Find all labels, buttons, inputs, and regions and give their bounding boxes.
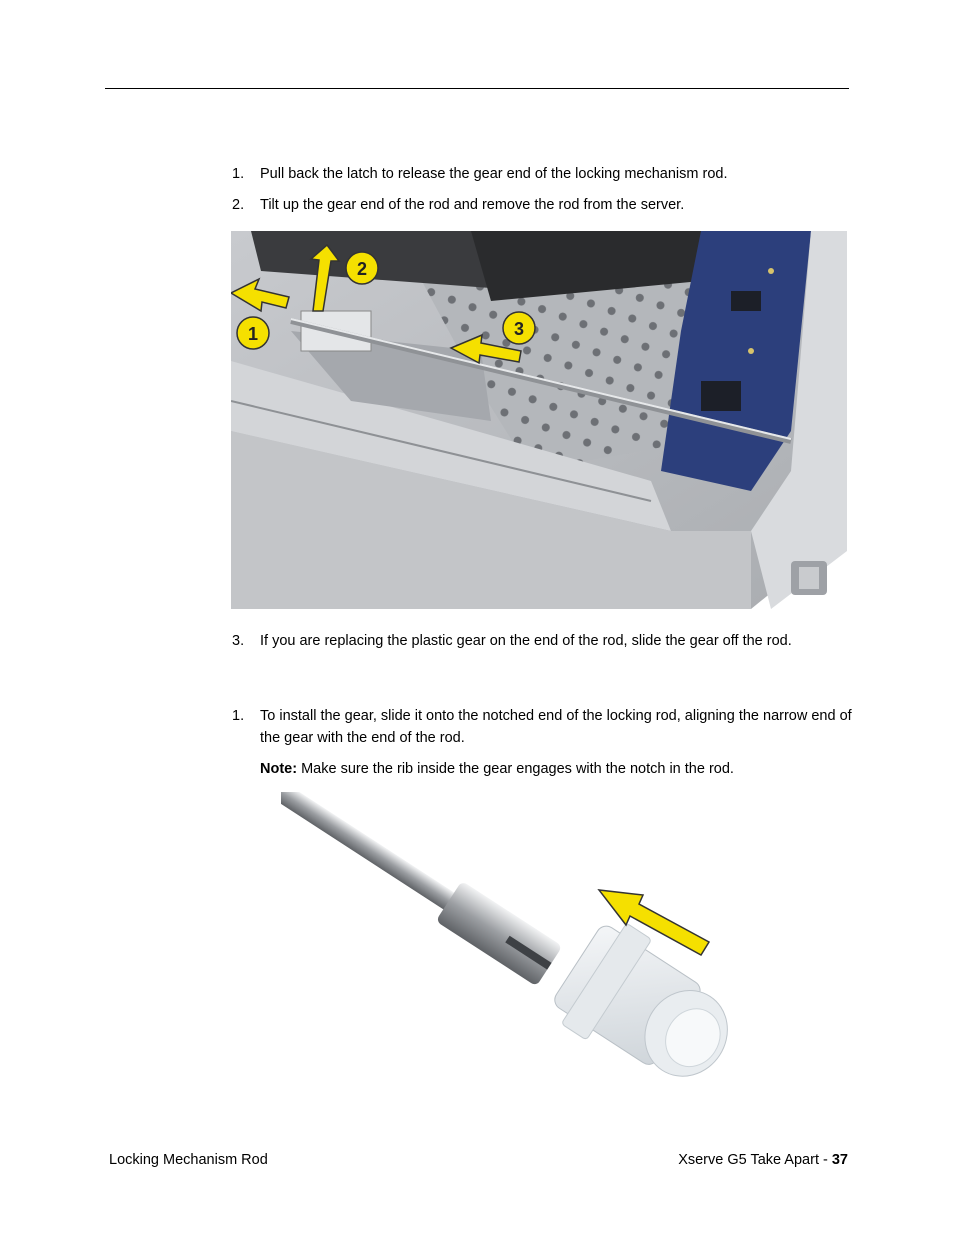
callout-3 [503,312,535,344]
gear-on-rod-photo [281,792,791,1104]
callout-1 [237,317,269,349]
svg-text:1: 1 [247,324,259,344]
footer-doc-title [678,1150,848,1170]
footer-doc-name: Xserve G5 Take Apart - [678,1152,832,1168]
note-label: Note: [260,761,298,777]
step-text: Tilt up the gear end of the rod and remove the rod from the server. [260,197,685,213]
header-rule [105,88,849,89]
step-number: 1. [232,708,245,724]
step-text: If you are replacing the plastic gear on the end of the rod, slide the gear off the rod. [260,633,792,649]
step-text: Pull back the latch to release the gear end of the locking mechanism rod. [260,166,728,182]
server-interior-photo [231,231,847,609]
note [260,758,850,780]
page-number: 37 [831,1152,848,1168]
step-number: 2. [232,197,245,213]
callout-2 [346,252,378,284]
remove-step-1 [232,163,852,185]
footer-section-title: Locking Mechanism Rod [109,1152,268,1168]
svg-text:2: 2 [356,259,368,279]
step-number: 1. [232,166,245,182]
step-number: 3. [232,633,245,649]
svg-text:3: 3 [513,319,525,339]
remove-step-2 [232,194,852,216]
note-text: Make sure the rib inside the gear engages with the notch in the rod. [297,761,734,777]
remove-step-3 [232,630,852,652]
step-text: To install the gear, slide it onto the notched end of the locking rod, aligning the narrow end of the gear with the end of the rod. [260,708,852,746]
install-step-1 [232,705,852,749]
